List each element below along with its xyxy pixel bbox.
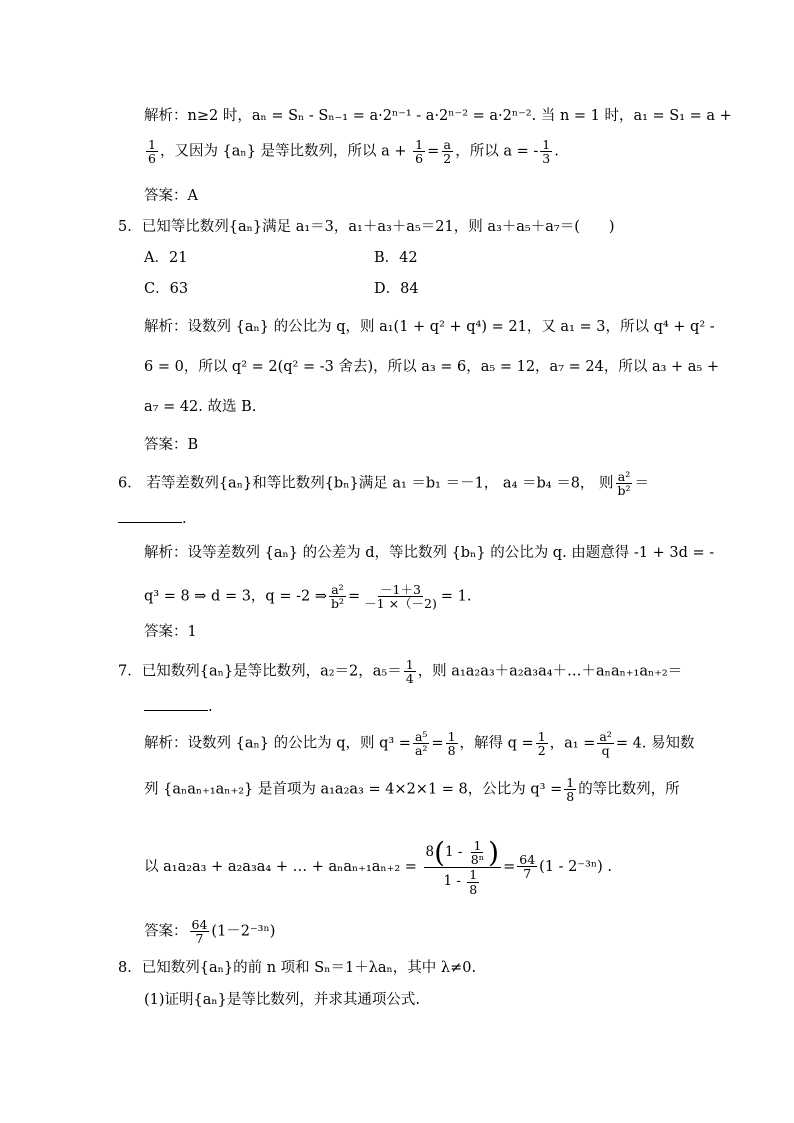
fraction-64-7: $\frac{64}{7}$ xyxy=(519,852,536,882)
fraction-a2-b2: $\frac{\text{a²}}{\text{b²}}$ xyxy=(617,469,631,499)
answer-blank-6: . xyxy=(118,508,187,529)
solution-7-line-3: 以 a₁a₂a₃ + a₂a₃a₄ + … + aₙaₙ₊₁aₙ₊₂ = 8(1 - $\frac{1}{\text{8ⁿ}}$ ) 1 - $\frac{1}{8}$ = $\frac{64}{7}$ (1 - 2⁻³ⁿ) . xyxy=(144,836,612,897)
fraction-1-3: $\frac{1}{3}$ xyxy=(542,137,551,167)
solution-5-line-3: a₇ = 42. 故选 B. xyxy=(144,399,257,415)
question-6: 6． 若等差数列{aₙ}和等比数列{bₙ}满足 a₁ ＝b₁ ＝－1， a₄ ＝b₄ ＝8， 则 $\frac{\text{a²}}{\text{b²}}$ ＝ xyxy=(118,469,650,499)
fraction-a2-q: $\frac{\text{a²}}{q}$ xyxy=(599,729,612,759)
fraction-1-2: $\frac{1}{2}$ xyxy=(537,729,546,759)
fraction-a5-a2: $\frac{\text{a⁵}}{\text{a²}}$ xyxy=(414,729,428,759)
fraction-1-8-b: $\frac{1}{8}$ xyxy=(566,775,575,805)
fraction-a2-b2-b: $\frac{\text{a²}}{\text{b²}}$ xyxy=(330,582,344,612)
fraction-big-sum: 8(1 - $\frac{1}{\text{8ⁿ}}$ ) 1 - $\frac{1}{8}$ xyxy=(425,836,500,897)
question-5: 5．已知等比数列{aₙ}满足 a₁＝3，a₁＋a₃＋a₅＝21，则 a₃＋a₅＋a₇＝( ) xyxy=(118,219,615,235)
solution-7-line-2: 列 {aₙaₙ₊₁aₙ₊₂} 是首项为 a₁a₂a₃ = 4×2×1 = 8，公比为 q³ = $\frac{1}{8}$ 的等比数列，所 xyxy=(144,775,680,805)
solution-6-line-1: 解析：设等差数列 {aₙ} 的公差为 d，等比数列 {bₙ} 的公比为 q. 由题意得 -1 + 3d = - xyxy=(144,545,715,561)
fraction-solution-6: $\frac{-1+3}{-1 \times(-2)}$ xyxy=(364,582,437,612)
option-5-b: B．42 xyxy=(374,250,418,266)
question-8-part-1: (1)证明{aₙ}是等比数列，并求其通项公式. xyxy=(144,992,421,1008)
question-7: 7．已知数列{aₙ}是等比数列，a₂＝2，a₅＝ $\frac{1}{4}$ ，则 a₁a₂a₃＋a₂a₃a₄＋…＋aₙaₙ₊₁aₙ₊₂＝ xyxy=(118,657,683,687)
fraction-1-6-b: $\frac{1}{6}$ xyxy=(415,137,424,167)
solution-6-line-2: q³ = 8 ⇒ d = 3，q = -2 ⇒ $\frac{\text{a²}}{\text{b²}}$ = $\frac{-1+3}{-1 \times(-2)}$ = 1. xyxy=(144,582,472,612)
fraction-1-6: $\frac{1}{6}$ xyxy=(148,137,156,167)
question-8: 8．已知数列{aₙ}的前 n 项和 Sₙ＝1＋λaₙ，其中 λ≠0. xyxy=(118,960,477,976)
solution-5-line-1: 解析：设数列 {aₙ} 的公比为 q，则 a₁(1 + q² + q⁴) = 21，又 a₁ = 3，所以 q⁴ + q² - xyxy=(144,319,715,335)
solution-7-line-1: 解析：设数列 {aₙ} 的公比为 q，则 q³ = $\frac{\text{a⁵}}{\text{a²}}$ = $\frac{1}{8}$ ，解得 q = $\frac{1}{2}$ ，a₁ = $\frac{\text{a²}}{q}$ = 4. 易知数 xyxy=(144,729,695,759)
solution-4-line-1: 解析：n≥2 时，aₙ = Sₙ - Sₙ₋₁ = a·2ⁿ⁻¹ - a·2ⁿ⁻² = a·2ⁿ⁻². 当 n = 1 时，a₁ = S₁ = a + xyxy=(144,108,732,124)
solution-4-line-2: $\frac{1}{6}$ ，又因为 {aₙ} 是等比数列，所以 a + $\frac{1}{6}$ = $\frac{a}{2}$ ，所以 a = - $\frac{1}{3}$ . xyxy=(148,137,559,167)
fraction-1-8n: $\frac{1}{\text{8ⁿ}}$ xyxy=(470,838,485,868)
answer-blank-7: . xyxy=(144,696,213,717)
fraction-1-8-c: $\frac{1}{8}$ xyxy=(469,867,478,897)
fraction-1-4: $\frac{1}{4}$ xyxy=(405,657,414,687)
fraction-64-7-b: $\frac{64}{7}$ xyxy=(191,917,208,947)
answer-7: 答案： $\frac{64}{7}$ (1－2⁻³ⁿ) xyxy=(144,917,276,947)
option-5-a: A．21 xyxy=(144,250,188,266)
solution-5-line-2: 6 = 0，所以 q² = 2(q² = -3 舍去)，所以 a₃ = 6，a₅ = 12，a₇ = 24，所以 a₃ + a₅ + xyxy=(144,359,719,375)
fraction-1-8: $\frac{1}{8}$ xyxy=(447,729,456,759)
answer-5: 答案：B xyxy=(144,437,199,453)
answer-4: 答案：A xyxy=(144,188,198,204)
fraction-a-2: $\frac{a}{2}$ xyxy=(443,137,452,167)
option-5-c: C．63 xyxy=(144,281,189,297)
answer-6: 答案：1 xyxy=(144,624,197,640)
option-5-d: D．84 xyxy=(374,281,419,297)
